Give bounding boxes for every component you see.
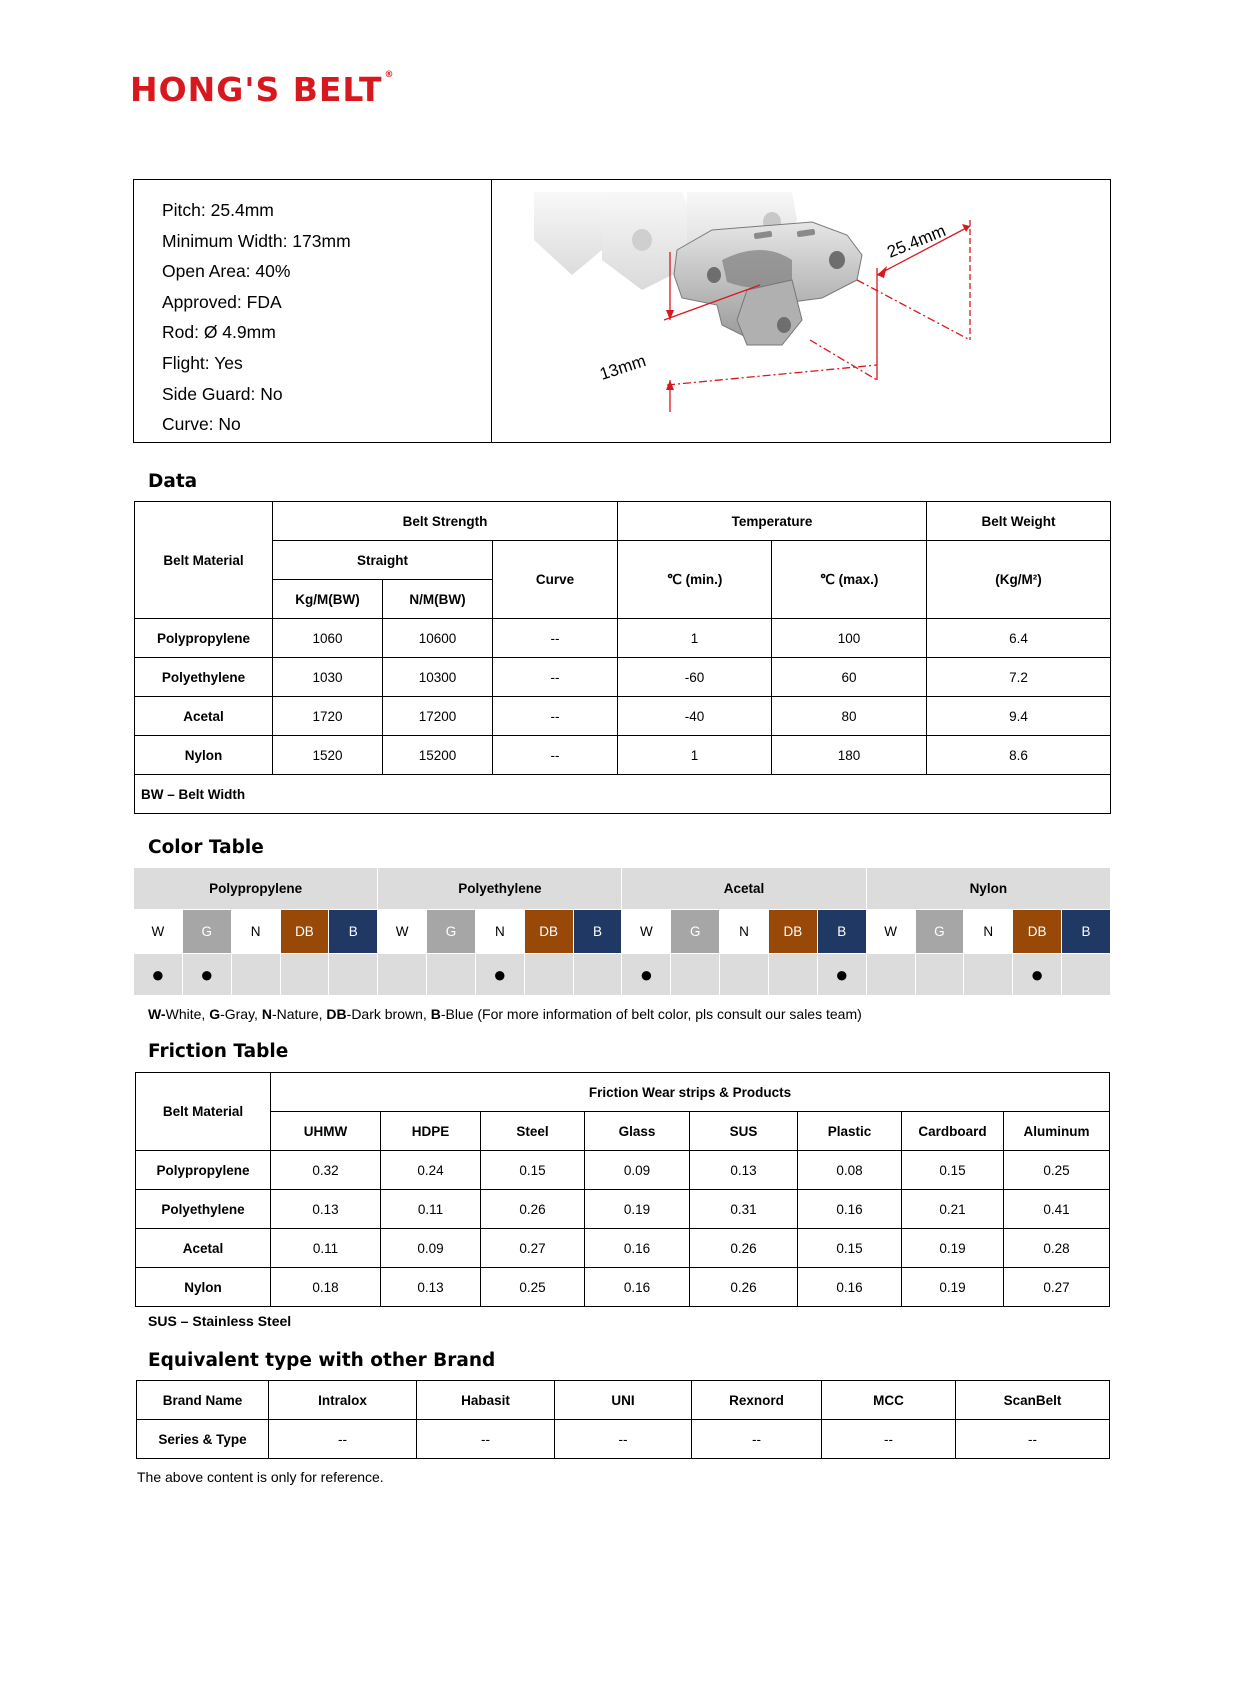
spec-curve: Curve: No (162, 414, 241, 435)
equivalent-table (136, 1380, 1110, 1459)
color-code-g: G (182, 910, 231, 954)
kg-cell: 1520 (273, 736, 383, 775)
tmin-cell: 1 (618, 619, 772, 658)
n-bw-header: N/M(BW) (383, 580, 493, 619)
material-cell: Acetal (135, 697, 273, 736)
friction-value-cell: 0.13 (690, 1151, 798, 1190)
color-code-w: W (378, 910, 427, 954)
kg-cell: 1720 (273, 697, 383, 736)
spec-list (134, 180, 491, 440)
friction-value-cell: 0.32 (271, 1151, 381, 1190)
code-db: DB (326, 1006, 347, 1022)
availability-cell (768, 954, 817, 996)
friction-material-cell: Polypropylene (136, 1151, 271, 1190)
friction-value-cell: 0.26 (481, 1190, 585, 1229)
table-row (136, 1151, 1110, 1190)
color-code-g: G (915, 910, 964, 954)
friction-value-cell: 0.16 (585, 1268, 690, 1307)
temperature-header: Temperature (618, 502, 927, 541)
logo-text: HONG'S BELT (130, 70, 383, 109)
friction-value-cell: 0.26 (690, 1229, 798, 1268)
n-cell: 10600 (383, 619, 493, 658)
temp-max-header: ℃ (max.) (772, 541, 927, 619)
friction-value-cell: 0.16 (585, 1229, 690, 1268)
friction-value-cell: 0.08 (798, 1151, 902, 1190)
color-legend-note (148, 1006, 862, 1022)
friction-value-cell: 0.21 (902, 1190, 1004, 1229)
straight-header: Straight (273, 541, 493, 580)
registered-mark: ® (384, 70, 395, 80)
data-section-title: Data (148, 471, 198, 492)
availability-cell (524, 954, 573, 996)
weight-cell: 6.4 (927, 619, 1111, 658)
belt-module-illustration (492, 180, 1110, 442)
brand-name-cell: Intralox (269, 1381, 417, 1420)
n-cell: 15200 (383, 736, 493, 775)
spec-side-guard: Side Guard: No (162, 383, 283, 404)
availability-cell (231, 954, 280, 996)
friction-value-cell: 0.28 (1004, 1229, 1110, 1268)
availability-cell: ● (475, 954, 524, 996)
data-table (134, 501, 1111, 814)
code-b-text: -Blue (For more information of belt color, pls consult our sales team) (440, 1006, 862, 1022)
spec-list-panel (134, 180, 492, 442)
n-cell: 10300 (383, 658, 493, 697)
pitch-dimension-label: 25.4mm (884, 221, 949, 262)
belt-weight-header: Belt Weight (927, 502, 1111, 541)
table-row (136, 1268, 1110, 1307)
availability-cell (866, 954, 915, 996)
color-code-b: B (817, 910, 866, 954)
table-row (135, 736, 1111, 775)
table-row (135, 697, 1111, 736)
series-type-cell: -- (417, 1420, 555, 1459)
tmax-cell: 180 (772, 736, 927, 775)
equivalent-section-title: Equivalent type with other Brand (148, 1350, 496, 1371)
tmin-cell: -60 (618, 658, 772, 697)
friction-value-cell: 0.11 (381, 1190, 481, 1229)
friction-column-header: HDPE (381, 1112, 481, 1151)
code-w: W- (148, 1006, 166, 1022)
code-b: B (430, 1006, 441, 1022)
code-g-text: -Gray, (220, 1006, 262, 1022)
tmax-cell: 60 (772, 658, 927, 697)
friction-value-cell: 0.13 (271, 1190, 381, 1229)
weight-cell: 8.6 (927, 736, 1111, 775)
availability-cell (964, 954, 1013, 996)
color-material-header: Acetal (622, 868, 866, 910)
color-code-n: N (475, 910, 524, 954)
friction-value-cell: 0.27 (1004, 1268, 1110, 1307)
belt-strength-header: Belt Strength (273, 502, 618, 541)
temp-min-header: ℃ (min.) (618, 541, 772, 619)
friction-value-cell: 0.19 (902, 1268, 1004, 1307)
code-w-text: White, (165, 1006, 210, 1022)
curve-cell: -- (493, 736, 618, 775)
brand-name-cell: ScanBelt (956, 1381, 1110, 1420)
curve-cell: -- (493, 658, 618, 697)
color-code-w: W (622, 910, 671, 954)
friction-material-cell: Polyethylene (136, 1190, 271, 1229)
brand-name-cell: Habasit (417, 1381, 555, 1420)
series-type-cell: -- (555, 1420, 692, 1459)
curve-header: Curve (493, 541, 618, 619)
tmax-cell: 100 (772, 619, 927, 658)
availability-cell (671, 954, 720, 996)
kg-bw-header: Kg/M(BW) (273, 580, 383, 619)
color-code-db: DB (1013, 910, 1062, 954)
friction-table (135, 1072, 1110, 1307)
color-code-w: W (866, 910, 915, 954)
friction-column-header: Glass (585, 1112, 690, 1151)
bw-note: BW – Belt Width (135, 775, 1111, 814)
spec-box (133, 179, 1111, 443)
friction-value-cell: 0.25 (481, 1268, 585, 1307)
code-n: N (261, 1006, 272, 1022)
spec-pitch: Pitch: 25.4mm (162, 200, 274, 220)
friction-value-cell: 0.18 (271, 1268, 381, 1307)
curve-cell: -- (493, 697, 618, 736)
height-dimension-label: 13mm (597, 351, 649, 384)
availability-cell: ● (134, 954, 183, 996)
code-n-text: -Nature, (271, 1006, 327, 1022)
sus-note: SUS – Stainless Steel (148, 1313, 292, 1329)
spec-approved: Approved: FDA (162, 291, 282, 312)
color-table (133, 867, 1111, 996)
series-type-cell: -- (692, 1420, 822, 1459)
availability-cell: ● (622, 954, 671, 996)
friction-column-header: Cardboard (902, 1112, 1004, 1151)
availability-cell (573, 954, 622, 996)
availability-cell (378, 954, 427, 996)
color-code-db: DB (280, 910, 329, 954)
code-db-text: -Dark brown, (346, 1006, 431, 1022)
color-code-g: G (671, 910, 720, 954)
availability-cell: ● (182, 954, 231, 996)
belt-module-diagram (492, 180, 1110, 442)
brand-name-cell: Rexnord (692, 1381, 822, 1420)
friction-section-title: Friction Table (148, 1041, 289, 1062)
friction-value-cell: 0.15 (902, 1151, 1004, 1190)
color-material-header: Nylon (866, 868, 1110, 910)
reference-note: The above content is only for reference. (137, 1469, 384, 1485)
availability-cell (1062, 954, 1111, 996)
belt-material-header: Belt Material (135, 502, 273, 619)
color-code-b: B (1062, 910, 1111, 954)
availability-cell (720, 954, 769, 996)
friction-value-cell: 0.16 (798, 1268, 902, 1307)
table-row (136, 1190, 1110, 1229)
table-row (135, 658, 1111, 697)
friction-material-cell: Acetal (136, 1229, 271, 1268)
friction-column-header: SUS (690, 1112, 798, 1151)
series-type-cell: -- (269, 1420, 417, 1459)
color-material-header: Polyethylene (378, 868, 622, 910)
series-type-cell: -- (956, 1420, 1110, 1459)
color-material-header: Polypropylene (134, 868, 378, 910)
friction-value-cell: 0.41 (1004, 1190, 1110, 1229)
friction-value-cell: 0.31 (690, 1190, 798, 1229)
friction-value-cell: 0.16 (798, 1190, 902, 1229)
friction-value-cell: 0.19 (585, 1190, 690, 1229)
friction-value-cell: 0.15 (481, 1151, 585, 1190)
weight-unit-header: (Kg/M²) (927, 541, 1111, 619)
tmin-cell: 1 (618, 736, 772, 775)
color-code-b: B (573, 910, 622, 954)
spec-flight: Flight: Yes (162, 352, 243, 373)
kg-cell: 1060 (273, 619, 383, 658)
friction-value-cell: 0.27 (481, 1229, 585, 1268)
friction-column-header: Plastic (798, 1112, 902, 1151)
friction-value-cell: 0.19 (902, 1229, 1004, 1268)
availability-cell (915, 954, 964, 996)
color-code-n: N (720, 910, 769, 954)
availability-cell (427, 954, 476, 996)
kg-cell: 1030 (273, 658, 383, 697)
spec-rod: Rod: Ø 4.9mm (162, 322, 276, 343)
friction-value-cell: 0.09 (381, 1229, 481, 1268)
availability-cell: ● (1013, 954, 1062, 996)
tmax-cell: 80 (772, 697, 927, 736)
color-code-n: N (964, 910, 1013, 954)
friction-value-cell: 0.13 (381, 1268, 481, 1307)
availability-cell (280, 954, 329, 996)
color-code-b: B (329, 910, 378, 954)
series-type-label: Series & Type (137, 1420, 269, 1459)
n-cell: 17200 (383, 697, 493, 736)
weight-cell: 7.2 (927, 658, 1111, 697)
table-row (135, 619, 1111, 658)
brand-name-label: Brand Name (137, 1381, 269, 1420)
table-row (136, 1229, 1110, 1268)
material-cell: Nylon (135, 736, 273, 775)
color-code-n: N (231, 910, 280, 954)
color-code-db: DB (524, 910, 573, 954)
spec-open-area: Open Area: 40% (162, 261, 291, 282)
friction-column-header: Steel (481, 1112, 585, 1151)
availability-cell (329, 954, 378, 996)
friction-column-header: Aluminum (1004, 1112, 1110, 1151)
weight-cell: 9.4 (927, 697, 1111, 736)
tmin-cell: -40 (618, 697, 772, 736)
color-section-title: Color Table (148, 837, 264, 858)
curve-cell: -- (493, 619, 618, 658)
friction-material-cell: Nylon (136, 1268, 271, 1307)
availability-cell: ● (817, 954, 866, 996)
friction-belt-material-header: Belt Material (136, 1073, 271, 1151)
color-code-db: DB (768, 910, 817, 954)
friction-value-cell: 0.15 (798, 1229, 902, 1268)
friction-value-cell: 0.11 (271, 1229, 381, 1268)
friction-value-cell: 0.26 (690, 1268, 798, 1307)
material-cell: Polyethylene (135, 658, 273, 697)
spec-min-width: Minimum Width: 173mm (162, 230, 351, 251)
brand-logo (130, 70, 395, 109)
friction-value-cell: 0.09 (585, 1151, 690, 1190)
series-type-cell: -- (822, 1420, 956, 1459)
code-g: G (209, 1006, 221, 1022)
friction-value-cell: 0.25 (1004, 1151, 1110, 1190)
friction-value-cell: 0.24 (381, 1151, 481, 1190)
friction-column-header: UHMW (271, 1112, 381, 1151)
material-cell: Polypropylene (135, 619, 273, 658)
brand-name-cell: MCC (822, 1381, 956, 1420)
brand-name-cell: UNI (555, 1381, 692, 1420)
friction-group-header: Friction Wear strips & Products (271, 1073, 1110, 1112)
color-code-g: G (427, 910, 476, 954)
color-code-w: W (134, 910, 183, 954)
